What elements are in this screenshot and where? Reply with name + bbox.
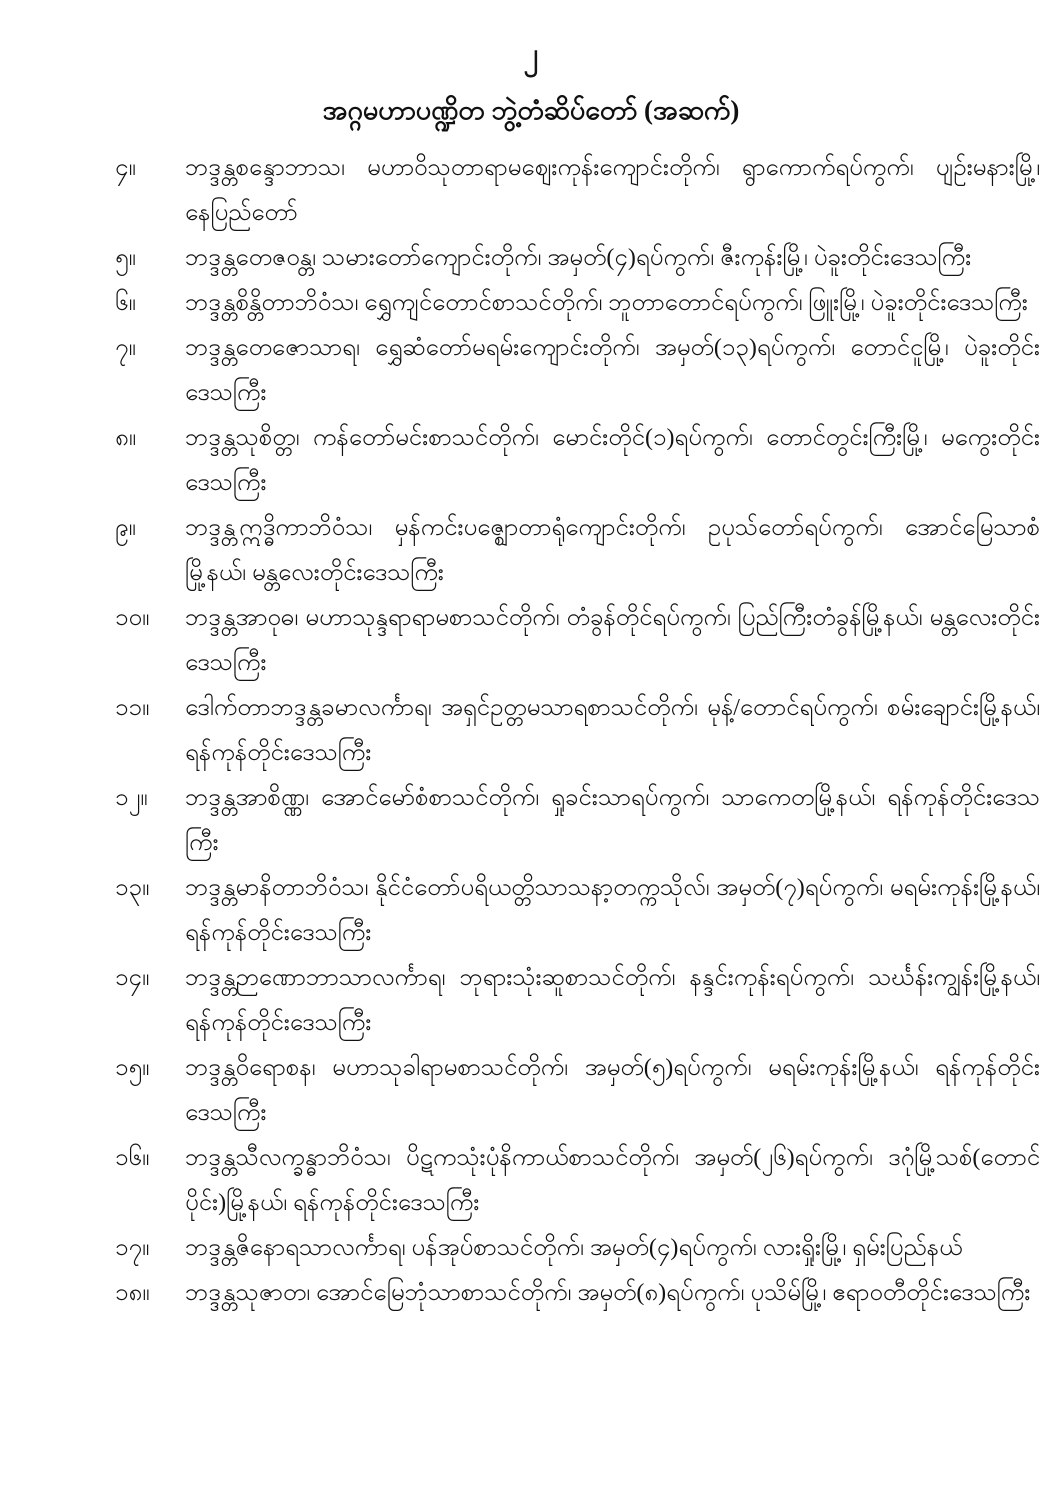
list-item-text: ဘဒ္ဒန္တတေဇောသာရ၊ ရွှေဆံတော်မရမ်းကျောင်းတိုက်၊ အမှတ်(၁၃)ရပ်ကွက်၊ တောင်ငူမြို့၊ ပဲခူးတိုင်းဒေသကြီး	[185, 335, 1040, 407]
list-item	[115, 866, 1040, 956]
list-item	[115, 686, 1040, 776]
list-item-text: ဘဒ္ဒန္တတေဇဝန္တ၊ သမားတော်ကျောင်းတိုက်၊ အမှတ်(၄)ရပ်ကွက်၊ ဇီးကုန်းမြို့၊ ပဲခူးတိုင်းဒေသကြီး	[185, 245, 972, 272]
list-item-number: ၁၈။	[115, 1280, 150, 1307]
list-item-text: ဘဒ္ဒန္တဝိရောစန၊ မဟာသုခါရာမစာသင်တိုက်၊ အမှတ်(၅)ရပ်ကွက်၊ မရမ်းကုန်းမြို့နယ်၊ ရန်ကုန်တိုင်းဒေသကြီး	[185, 1055, 1040, 1127]
list-item-text: ဘဒ္ဒန္တအာဝုဓ၊ မဟာသုန္ဒရာရာမစာသင်တိုက်၊ တံခွန်တိုင်ရပ်ကွက်၊ ပြည်ကြီးတံခွန်မြို့နယ်၊ မန္တလေးတိုင်းဒေသကြီး	[185, 605, 1040, 677]
list-item-number: ၁၅။	[115, 1055, 150, 1082]
list-item-number: ၁၂။	[115, 785, 148, 812]
list-item	[115, 1226, 1040, 1271]
list-item	[115, 776, 1040, 866]
list-item-text: ဒေါက်တာဘဒ္ဒန္တခမာလင်္ကာရ၊ အရှင်ဥတ္တမသာရစာသင်တိုက်၊ မုန့်/တောင်ရပ်ကွက်၊ စမ်းချောင်းမြို့နယ်၊ ရန်ကုန်တိုင်းဒေသကြီး	[185, 695, 1040, 767]
list-item	[115, 956, 1040, 1046]
list-item-number: ၁၇။	[115, 1235, 150, 1262]
list-item-number: ၁၆။	[115, 1145, 150, 1172]
list-item	[115, 326, 1040, 416]
list-item	[115, 506, 1040, 596]
list-item	[115, 1136, 1040, 1226]
list-item-text: ဘဒ္ဒန္တစန္ဒောဘာသ၊ မဟာဝိသုတာရာမဈေးကုန်းကျောင်းတိုက်၊ ရွာကောက်ရပ်ကွက်၊ ပျဉ်းမနားမြို့၊ နေပြည်တော်	[185, 155, 1040, 227]
list-item-number: ၅။	[115, 245, 136, 272]
list-item-text: ဘဒ္ဒန္တစိန္တိတာဘိဝံသ၊ ရွှေကျင်တောင်စာသင်တိုက်၊ ဘူတာတောင်ရပ်ကွက်၊ ဖြူးမြို့၊ ပဲခူးတိုင်းဒေသကြီး	[185, 290, 1028, 317]
page-title: အဂ္ဂမဟာပဏ္ဍိတ ဘွဲ့တံဆိပ်တော် (အဆက်)	[322, 95, 740, 125]
list-item-number: ၇။	[115, 335, 136, 362]
list-item-number: ၄။	[115, 155, 136, 182]
list-item-text: ဘဒ္ဒန္တဣဒ္ဓိကာဘိဝံသ၊ မှန်ကင်းပဇ္ဈောတာရုံကျောင်းတိုက်၊ ဥပုသ်တော်ရပ်ကွက်၊ အောင်မြေသာစံမြို့နယ်၊ မန္တလေးတိုင်းဒေသကြီး	[185, 515, 1040, 587]
page-number: ၂	[523, 38, 539, 71]
list-item-text: ဘဒ္ဒန္တသုဇာတ၊ အောင်မြေဘုံသာစာသင်တိုက်၊ အမှတ်(၈)ရပ်ကွက်၊ ပုသိမ်မြို့၊ ဧရာဝတီတိုင်းဒေသကြီး	[185, 1280, 1031, 1307]
list-item	[115, 1271, 1040, 1316]
list-item-number: ၆။	[115, 290, 136, 317]
list-item-text: ဘဒ္ဒန္တဉာဏောဘာသာလင်္ကာရ၊ ဘုရားသုံးဆူစာသင်တိုက်၊ နန္ဒင်းကုန်းရပ်ကွက်၊ သင်္ဃန်းကျွန်းမြို့နယ်၊ ရန်ကုန်တိုင်းဒေသကြီး	[185, 965, 1040, 1037]
recipient-list	[0, 146, 1062, 1316]
list-item-number: ၁၁။	[115, 695, 150, 722]
list-item	[115, 146, 1040, 236]
list-item	[115, 281, 1040, 326]
list-item	[115, 236, 1040, 281]
list-item-number: ၁၀။	[115, 605, 150, 632]
list-item	[115, 596, 1040, 686]
list-item-text: ဘဒ္ဒန္တသီလက္ခန္ဓာဘိဝံသ၊ ပိဋကသုံးပုံနိကာယ်စာသင်တိုက်၊ အမှတ်(၂၆)ရပ်ကွက်၊ ဒဂုံမြို့သစ်(တောင်ပိုင်း)မြို့နယ်၊ ရန်ကုန်တိုင်းဒေသကြီး	[185, 1145, 1040, 1217]
list-item	[115, 1046, 1040, 1136]
list-item-text: ဘဒ္ဒန္တအာစိဏ္ဏ၊ အောင်မော်စံစာသင်တိုက်၊ ရှုခင်းသာရပ်ကွက်၊ သာကေတမြို့နယ်၊ ရန်ကုန်တိုင်းဒေသကြီး	[185, 785, 1040, 857]
list-item	[115, 416, 1040, 506]
list-item-number: ၁၃။	[115, 875, 150, 902]
list-item-number: ၉။	[115, 515, 136, 542]
list-item-text: ဘဒ္ဒန္တမာနိတာဘိဝံသ၊ နိုင်ငံတော်ပရိယတ္တိသာသနာ့တက္ကသိုလ်၊ အမှတ်(၇)ရပ်ကွက်၊ မရမ်းကုန်းမြို့နယ်၊ ရန်ကုန်တိုင်းဒေသကြီး	[185, 875, 1040, 947]
list-item-text: ဘဒ္ဒန္တသုစိတ္တ၊ ကန်တော်မင်းစာသင်တိုက်၊ မောင်းတိုင်(၁)ရပ်ကွက်၊ တောင်တွင်းကြီးမြို့၊ မကွေးတိုင်းဒေသကြီး	[185, 425, 1040, 497]
list-item-number: ၁၄။	[115, 965, 150, 992]
list-item-text: ဘဒ္ဒန္တဇိနောရသာလင်္ကာရ၊ ပန်အုပ်စာသင်တိုက်၊ အမှတ်(၄)ရပ်ကွက်၊ လားရှိုးမြို့၊ ရှမ်းပြည်နယ်	[185, 1235, 963, 1262]
list-item-number: ၈။	[115, 425, 136, 452]
